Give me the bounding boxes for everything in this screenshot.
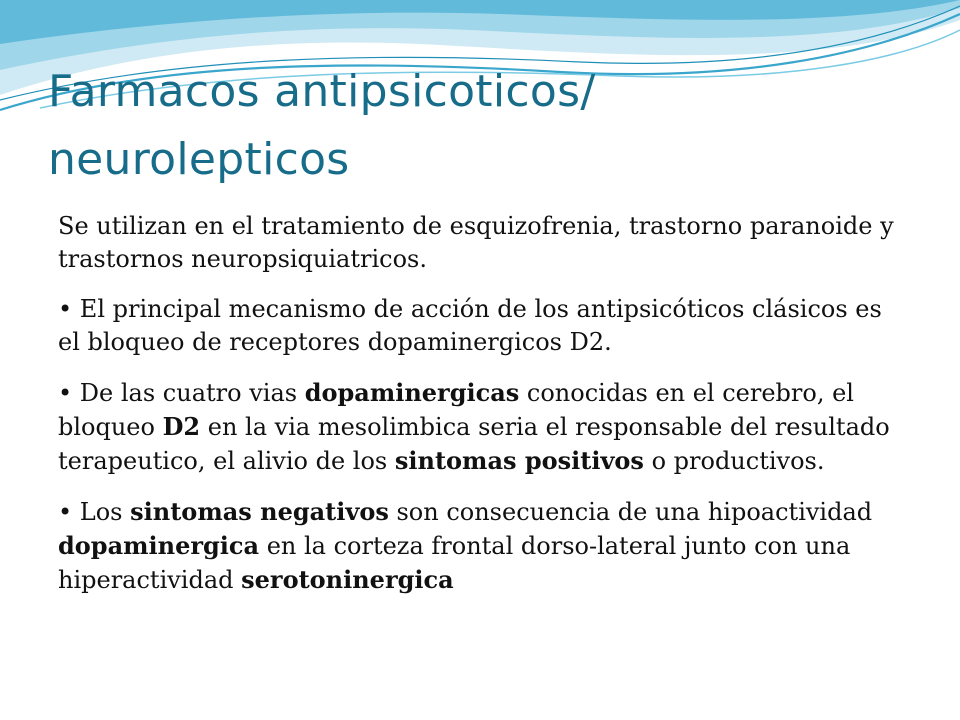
bullet-marker: • [58,295,73,323]
slide-title [48,58,928,194]
bold-term-d2: D2 [162,412,201,441]
bold-term-dopaminergica: dopaminergica [58,531,260,560]
bold-term-dopaminergicas: dopaminergicas [304,378,520,407]
bullet-2-text-3: en la via mesolimbica seria el responsable del resultado terapeutico, el alivio de los [58,413,890,475]
bold-term-serotoninergica: serotoninergica [241,565,454,594]
intro-paragraph: Se utilizan en el tratamiento de esquizofrenia, trastorno paranoide y trastornos neuropsiquiatricos. [58,212,894,273]
bullet-item-3 [58,495,908,597]
bullet-2-text-2: conocidas en el cerebro, el bloqueo [58,379,854,441]
bullet-3-text-3: en la corteza frontal dorso-lateral junto con una hiperactividad [58,532,851,594]
bullet-1-text: El principal mecanismo de acción de los antipsicóticos clásicos es el bloqueo de receptores dopaminergicos D2. [58,295,882,356]
bullet-item-1 [58,293,908,359]
title-line-1: Farmacos antipsicoticos/ [48,66,596,117]
title-line-2: neurolepticos [48,134,350,185]
slide-body [58,210,908,614]
bullet-2-text-4: o productivos. [643,447,825,475]
bullet-3-text-1: Los [79,498,131,526]
bullet-item-2 [58,376,908,478]
bullet-2-text-1: De las cuatro vias [79,379,305,407]
bold-term-sintomas-negativos: sintomas negativos [130,497,389,526]
bullet-3-text-2: son consecuencia de una hipoactividad [388,498,873,526]
bullet-marker: • [58,498,73,526]
bold-term-sintomas-positivos: sintomas positivos [394,446,644,475]
bullet-marker: • [58,379,73,407]
